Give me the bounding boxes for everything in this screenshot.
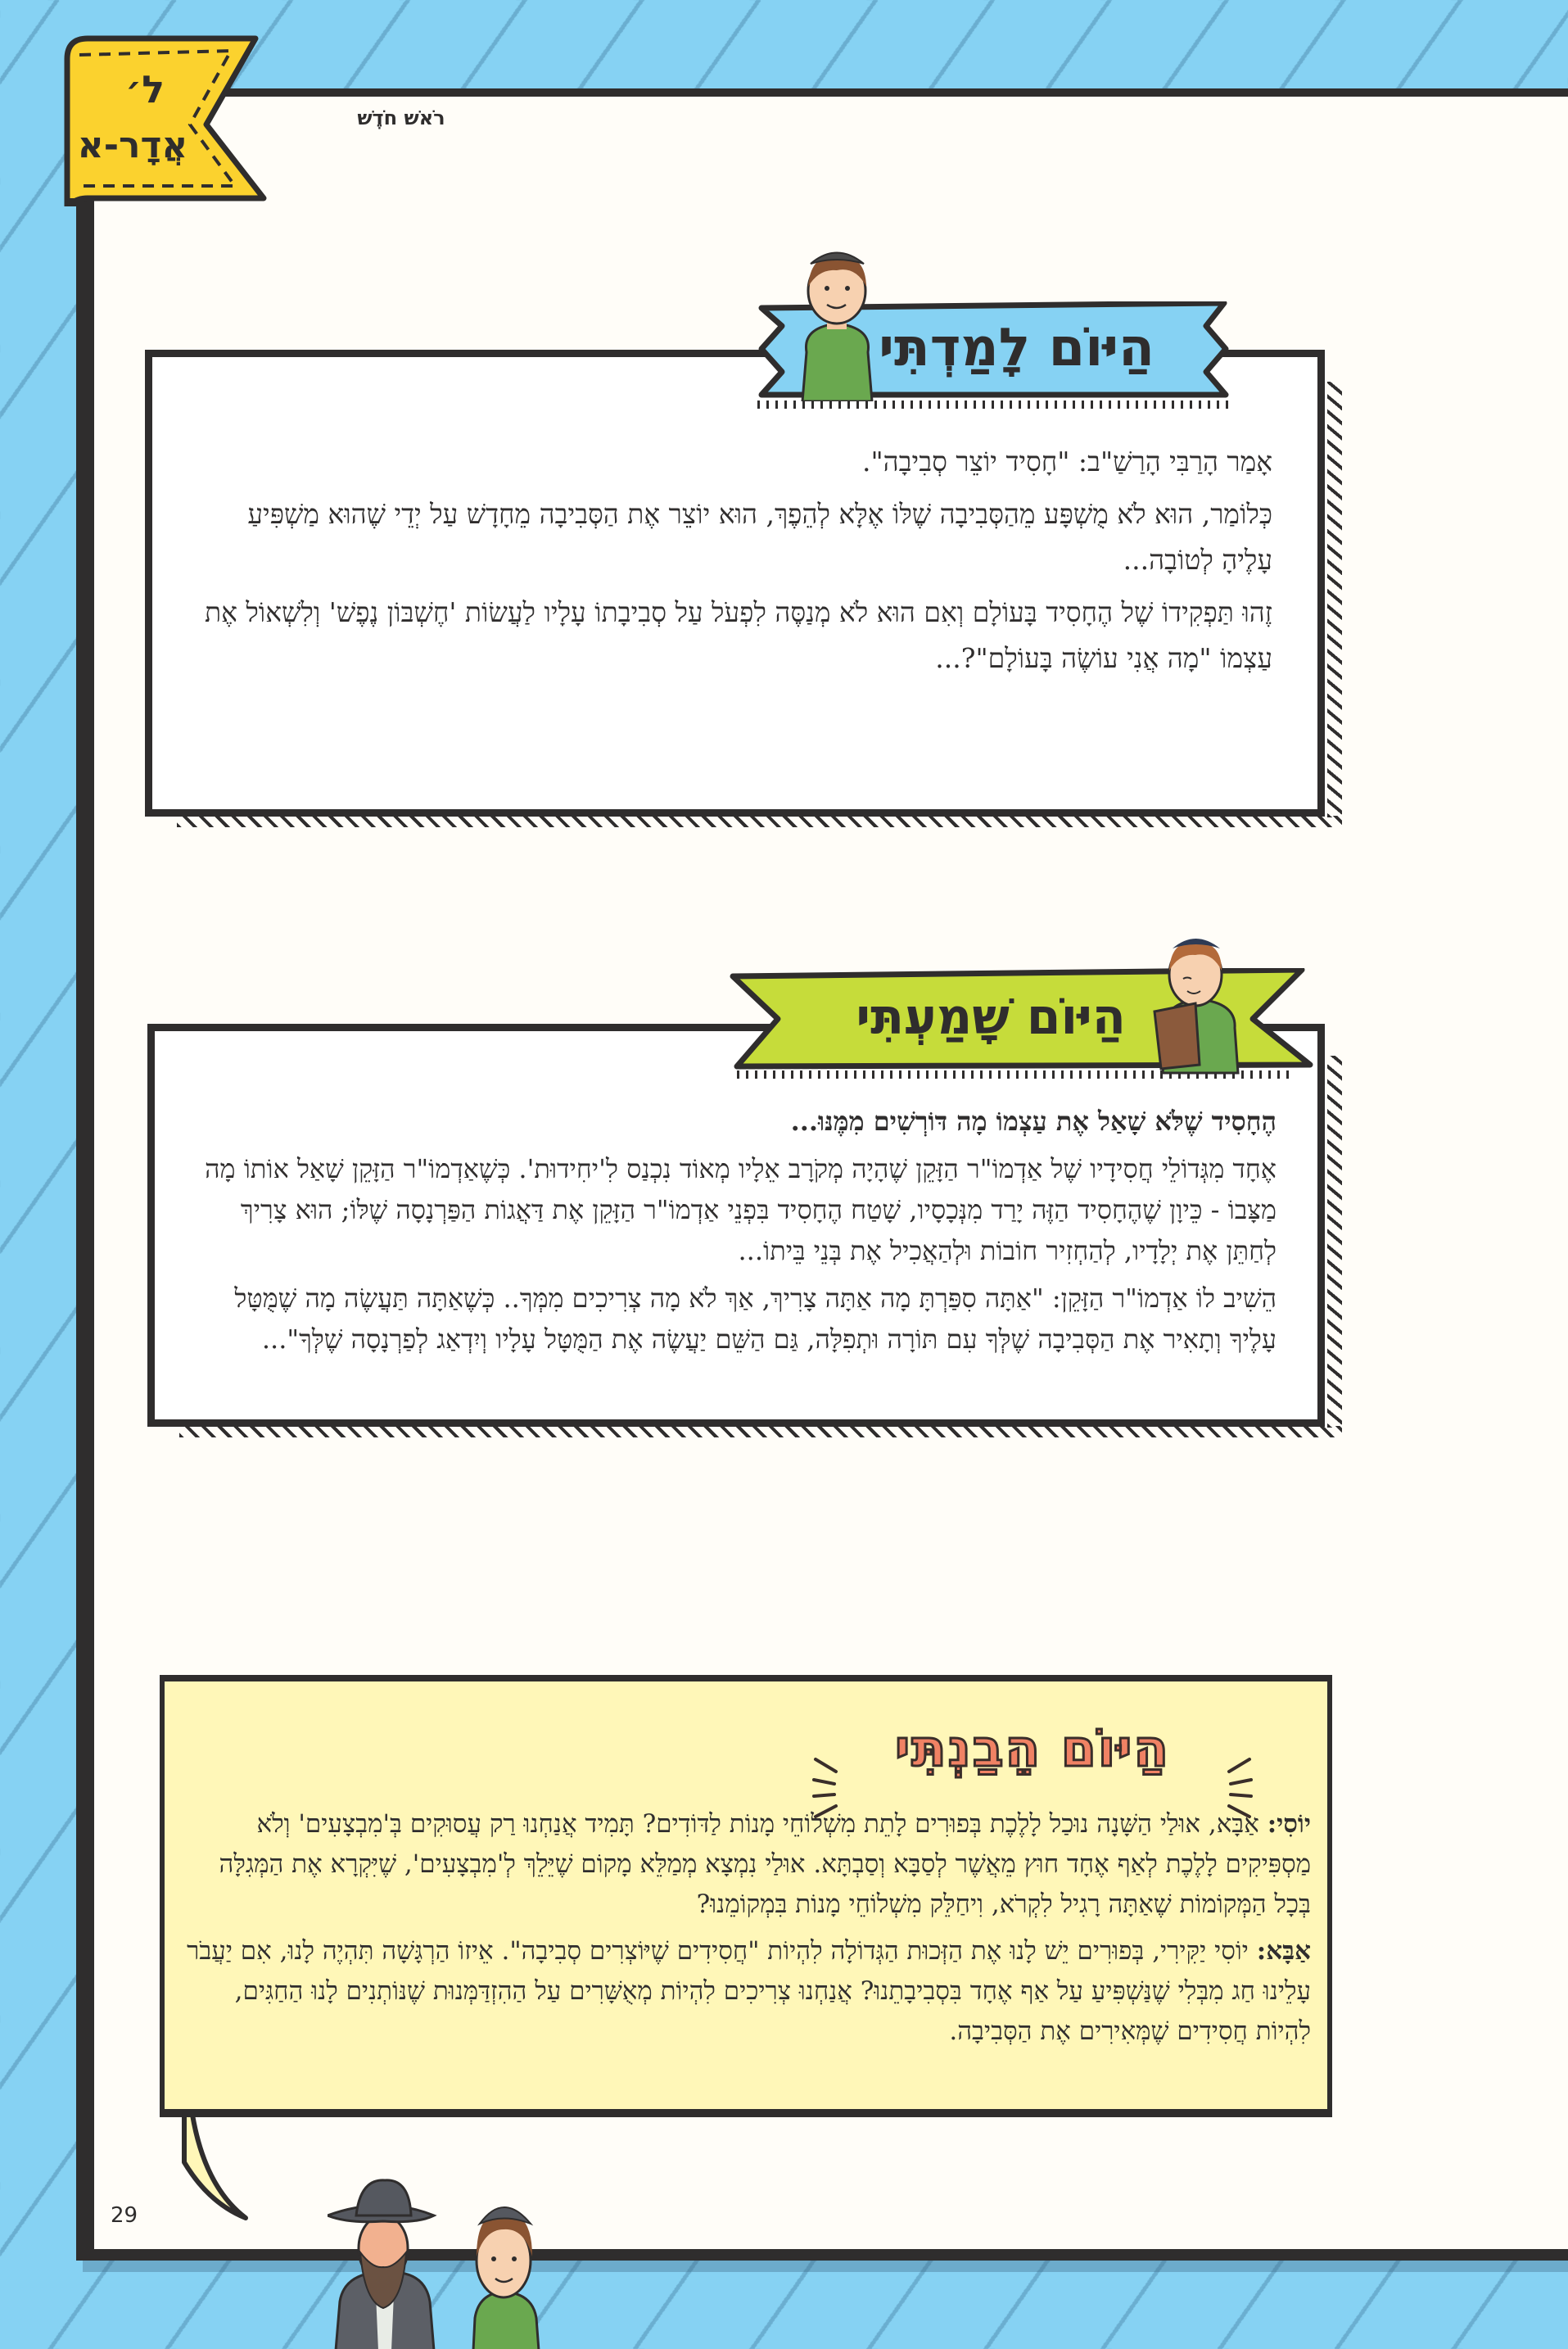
dialogue-line-abba (185, 1931, 1311, 2052)
flag-ribbon-icon (59, 34, 280, 206)
speech-bubble-tail-icon (160, 2113, 258, 2228)
date-flag (59, 34, 280, 206)
heard-lead: הֶחָסִיד שֶׁלֹּא שָׁאַל אֶת עַצְמוֹ מָה דּוֹרְשִׁים מִמֶּנּוּ... (790, 1106, 1277, 1137)
dialogue-line-yossi (185, 1804, 1311, 1925)
banner-title: הַיּוֹם לָמַדְתִּי (879, 318, 1155, 378)
speaker-name: אַבָּא: (1256, 1936, 1311, 1966)
father-son-illustration (328, 2179, 590, 2349)
understood-speech-bubble (160, 1675, 1332, 2117)
date-day: ל׳ (124, 67, 165, 111)
date-month: אֲדָר-א (77, 124, 188, 166)
heard-box (147, 1024, 1325, 1427)
heard-text (186, 1101, 1277, 1366)
dialogue (185, 1804, 1311, 2058)
paragraph: הֵשִׁיב לוֹ אַדְמוֹ"ר הַזָּקֵן: "אַתָּה סִפַּרְתָּ מָה אַתָּה צָרִיךְ, אַךְ לֹא מָה צְרִיכִים מִמְּךָ.. כְּשֶׁאַתָּה תַּעֲשֶׂה מָה שֶׁמֻּטָּל עָלֶיךָ וְתָאִיר אֶת הַסְּבִיבָה שֶׁלְּךָ עִם תּוֹרָה וּתְפִלָּה, גַּם הַשֵּׁם יַעֲשֶׂה אֶת הַמֻּטָּל עָלָיו וְיִדְאַג לְפַרְנָסָה שֶׁלְּךָ"... (234, 1283, 1277, 1355)
book-icon (1155, 1003, 1200, 1069)
understood-title: הַיּוֹם הֵבַנְתִּי (895, 1718, 1170, 1778)
paragraph: אֶחָד מִגְּדוֹלֵי חֲסִידָיו שֶׁל אַדְמוֹ"ר הַזָּקֵן שֶׁהָיָה מְקֹרָב אֵלָיו מְאוֹד נִכְנַס לִ'יחִידוּת'. כְּשֶׁאַדְמוֹ"ר הַזָּקֵן שָׁאַל אוֹתוֹ מָה מַצָּבוֹ - כֵּיוָן שֶׁהֶחָסִיד הַזֶּה יָרַד מִנְּכָסָיו, שָׁטַח הֶחָסִיד בִּפְנֵי אַדְמוֹ"ר הַזָּקֵן אֶת דַּאֲגוֹת הַפַּרְנָסָה שֶׁלּוֹ; הוּא צָרִיךְ לְחַתֵּן אֶת יְלָדָיו, לְהַחְזִיר חוֹבוֹת וּלְהַאֲכִיל אֶת בְּנֵי בֵּיתוֹ... (205, 1153, 1277, 1266)
paragraph: אָמַר הָרַבִּי הָרַשַׁ"ב: "חָסִיד יוֹצֵר סְבִיבָה". (861, 446, 1272, 477)
banner-title: הַיּוֹם שָׁמַעְתִּי (856, 989, 1126, 1046)
dialogue-text: יוֹסִי יַקִּירִי, בְּפוּרִים יֵשׁ לָנוּ אֶת הַזְּכוּת הַגְּדוֹלָה לִהְיוֹת "חֲסִידִים שֶׁיּוֹצְרִים סְבִיבָה". אֵיזוֹ הַרְגָּשָׁה תִּהְיֶה לָנוּ, אִם יַעֲבֹר עָלֵינוּ חַג מִבְּלִי שֶׁנַּשְׁפִּיעַ עַל אַף אֶחָד בִּסְבִיבָתֵנוּ? אֲנַחְנוּ צְרִיכִים לִהְיוֹת מְאֻשָּׁרִים עַל הַהִזְדַּמְּנוּת שֶׁנּוֹתְנִים לָנוּ הַחַגִּים, לִהְיוֹת חֲסִידִים שֶׁמְּאִירִים אֶת הַסְּבִיבָה. (187, 1936, 1311, 2046)
learned-text (197, 439, 1272, 688)
speaker-name: יוֹסִי: (1267, 1809, 1311, 1839)
dialogue-text: אַבָּא, אוּלַי הַשָּׁנָה נוּכַל לָלֶכֶת בְּפוּרִים לָתֵת מִשְׁלוֹחֵי מָנוֹת לַדּוֹדִים? תָּמִיד אֲנַחְנוּ רַק עֲסוּקִים בְּ'מִבְצָעִים' וְלֹא מַסְפִּיקִים לָלֶכֶת לְאַף אֶחָד חוּץ מֵאֲשֶׁר לְסַבָּא וְסַבְתָּא. אוּלַי נִמְצָא מְמַלֵּא מָקוֹם שֶׁיֵּלֵךְ לְ'מִבְצָעִים', שֶׁיִּקְרָא אֶת הַמְּגִלָּה בְּכָל הַמְּקוֹמוֹת שֶׁאַתָּה רָגִיל לִקְרֹא, וִיחַלֵּק מִשְׁלוֹחֵי מָנוֹת בִּמְקוֹמֵנוּ? (219, 1809, 1311, 1919)
reading-boy-illustration (1146, 934, 1253, 1080)
boy-character-illustration (790, 246, 884, 405)
learned-box (145, 350, 1325, 817)
paragraph: זֶהוּ תַּפְקִידוֹ שֶׁל הֶחָסִיד בָּעוֹלָם וְאִם הוּא לֹא מְנַסֶּה לִפְעֹל עַל סְבִיבָתוֹ עָלָיו לַעֲשׂוֹת 'חֶשְׁבּוֹן נֶפֶשׁ' וְלִשְׁאוֹל אֶת עַצְמוֹ "מָה אֲנִי עוֹשֶׂה בָּעוֹלָם"?... (204, 596, 1272, 674)
hatch-shadow (1327, 382, 1342, 817)
paragraph: כְּלוֹמַר, הוּא לֹא מֻשְׁפָּע מֵהַסְּבִיבָה שֶׁלּוֹ אֶלָּא לְהֵפֶךְ, הוּא יוֹצֵר אֶת הַסְּבִיבָה מֵחָדָשׁ עַל יְדֵי שֶׁהוּא מַשְׁפִּיעַ עָלֶיהָ לְטוֹבָה... (247, 498, 1272, 576)
page-number: 29 (111, 2203, 138, 2228)
header-note: רֹאשׁ חֹדֶשׁ (357, 106, 445, 129)
hatch-shadow (1327, 1056, 1342, 1428)
